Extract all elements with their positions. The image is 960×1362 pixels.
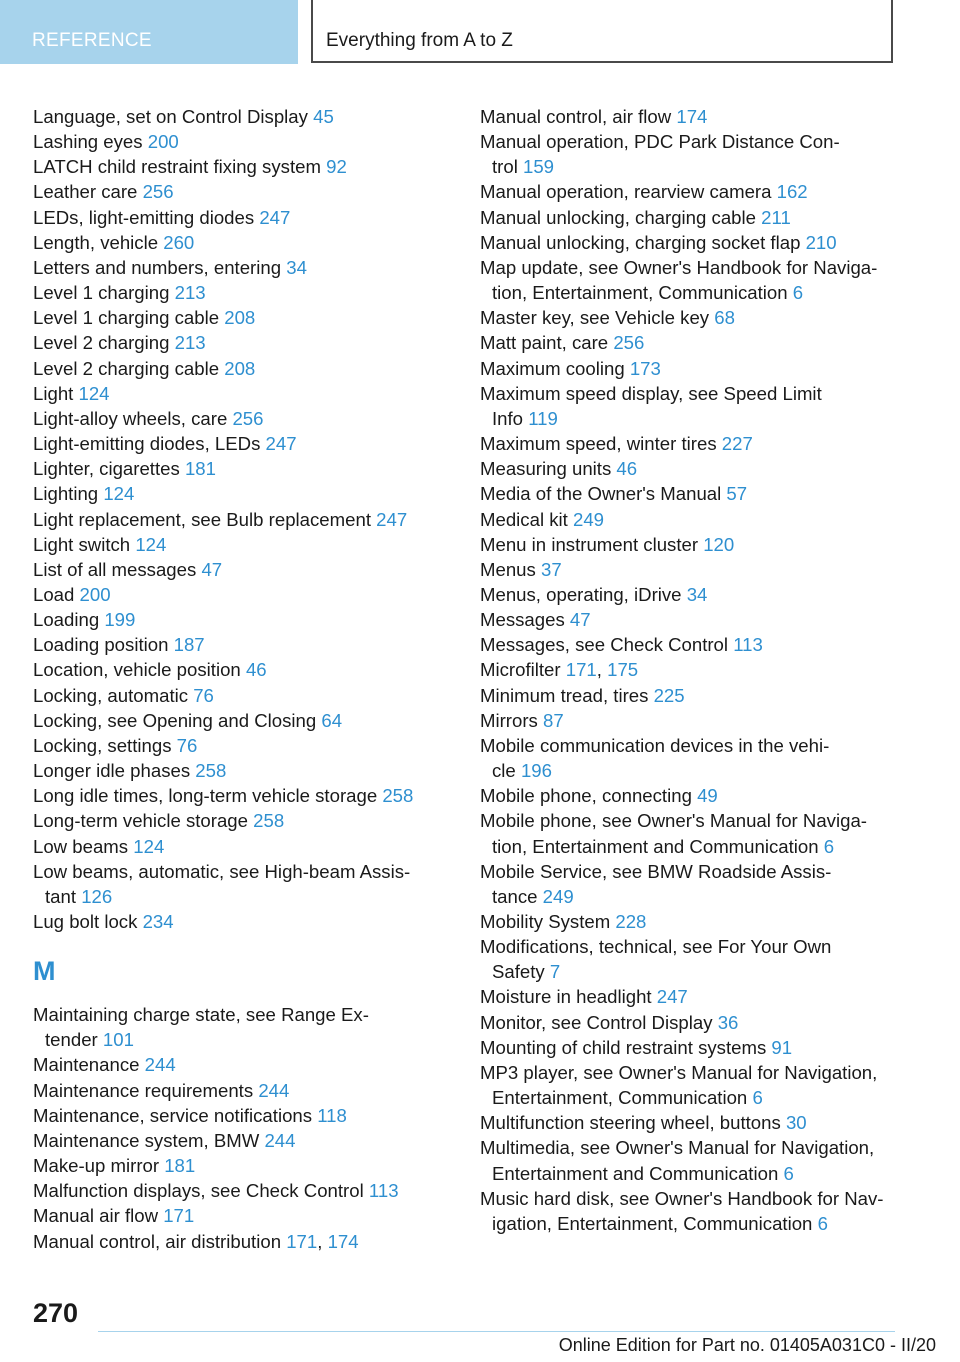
index-entry	[480, 456, 910, 481]
page-ref-link[interactable]: 47	[569, 609, 591, 631]
index-entry	[480, 305, 910, 330]
index-entry-text: Mobile phone, see Owner's Manual for Naviga-	[480, 810, 867, 832]
index-entry	[480, 632, 910, 657]
page-ref-link[interactable]: 30	[785, 1112, 807, 1134]
page-ref-link[interactable]: 46	[616, 458, 638, 480]
page-ref-link[interactable]: 124	[135, 533, 167, 555]
index-entry	[33, 1229, 453, 1254]
page-ref-link[interactable]: 6	[817, 1212, 828, 1234]
index-entry-text: Minimum tread, tires	[480, 684, 654, 706]
index-entry-text: Medical kit	[480, 508, 573, 530]
page-ref-link[interactable]: 87	[543, 709, 564, 731]
page-ref-link[interactable]: 249	[542, 885, 574, 907]
index-entry-text: LEDs, light-emitting diodes	[33, 206, 260, 228]
index-entry	[33, 1153, 453, 1178]
index-entry	[33, 632, 453, 657]
page-ref-link[interactable]: 118	[317, 1104, 347, 1126]
index-entry-text: Mobile Service, see BMW Roadside Assis-	[480, 860, 832, 882]
index-entry	[33, 683, 453, 708]
index-entry	[33, 834, 453, 859]
index-entry-text: Map update, see Owner's Handbook for Naviga-	[480, 256, 878, 278]
index-entry-continuation: Entertainment and Communication	[492, 1162, 784, 1184]
index-entry-continuation: tender	[45, 1029, 103, 1051]
page-ref-link[interactable]: 249	[573, 508, 605, 530]
index-entry	[33, 758, 453, 783]
index-entry	[33, 1178, 453, 1203]
index-entry-text: Letters and numbers, entering	[33, 256, 287, 278]
page-ref-link[interactable]: 244	[264, 1129, 296, 1151]
index-entry-text: Maintaining charge state, see Range Ex-	[33, 1004, 369, 1026]
index-entry	[33, 456, 453, 481]
index-entry	[480, 1186, 910, 1236]
page-ref-link[interactable]: 244	[258, 1079, 290, 1101]
page-ref-link[interactable]: 200	[79, 583, 111, 605]
index-entry	[33, 280, 453, 305]
page-ref-link[interactable]: 227	[721, 433, 753, 455]
page-ref-link[interactable]: 119	[528, 407, 558, 429]
page-ref-link[interactable]: 173	[629, 357, 661, 379]
index-entry	[33, 255, 453, 280]
index-entry-text: Maintenance system, BMW	[33, 1129, 265, 1151]
index-entry-text: Loading	[33, 609, 105, 631]
page-ref-link[interactable]: 6	[783, 1162, 794, 1184]
page-ref-link[interactable]: 258	[253, 810, 285, 832]
index-entry	[33, 330, 453, 355]
page-ref-link[interactable]: 187	[173, 634, 205, 656]
header-title-box	[311, 0, 893, 63]
page-ref-link[interactable]: 6	[823, 835, 835, 857]
index-entry	[480, 683, 910, 708]
index-entry-continuation: Info	[492, 407, 529, 429]
index-entry-text: Maximum speed display, see Speed Limit	[480, 382, 822, 404]
index-entry-text: Locking, settings	[33, 734, 177, 756]
index-entry-text: Lug bolt lock	[33, 911, 143, 932]
index-entry	[33, 104, 453, 129]
index-entry-text: Light-alloy wheels, care	[33, 407, 233, 429]
index-entry	[480, 582, 910, 607]
index-entry-text: Maximum speed, winter tires	[480, 433, 722, 455]
page-ref-link[interactable]: 258	[382, 785, 414, 807]
index-entry	[480, 129, 910, 179]
index-entry	[33, 305, 453, 330]
index-entry-text: Level 1 charging	[33, 282, 175, 304]
index-entry	[33, 607, 453, 632]
index-entry-text: Light replacement, see Bulb replacement	[33, 508, 377, 530]
index-entry	[33, 230, 453, 255]
page-ref-link[interactable]: 210	[805, 231, 837, 253]
index-entry	[33, 1052, 453, 1077]
page-ref-link[interactable]: 159	[523, 156, 555, 178]
page-ref-link[interactable]: 124	[133, 835, 165, 857]
index-entry-text: Manual operation, rearview camera	[480, 181, 777, 203]
page-ref-link[interactable]: 247	[265, 433, 297, 455]
index-entry	[33, 532, 453, 557]
page-ref-link[interactable]: 68	[714, 307, 735, 329]
page-ref-link[interactable]: 91	[771, 1036, 793, 1058]
index-entry	[480, 507, 910, 532]
index-entry-text: Low beams	[33, 835, 134, 857]
footer-rule	[98, 1331, 895, 1332]
index-entry-text: Menu in instrument cluster	[480, 533, 704, 555]
page-ref-link[interactable]: 47	[201, 558, 223, 580]
index-entry-text: Loading position	[33, 634, 174, 656]
page-ref-link[interactable]: 247	[259, 206, 291, 228]
page-ref-link[interactable]: 213	[174, 332, 206, 354]
index-entry	[480, 431, 910, 456]
index-entry	[480, 1135, 910, 1185]
index-entry-text: Leather care	[33, 181, 143, 203]
index-entry-text: Moisture in headlight	[480, 986, 657, 1008]
index-entry	[33, 507, 453, 532]
index-entry-text: Manual air flow	[33, 1205, 164, 1227]
page-ref-link[interactable]: 76	[176, 734, 198, 756]
index-entry-text: Location, vehicle position	[33, 659, 246, 681]
index-entry-text: Matt paint, care	[480, 332, 614, 354]
index-entry	[33, 431, 453, 456]
page-ref-separator: ,	[317, 1230, 328, 1252]
page-ref-link[interactable]: 174	[676, 106, 708, 127]
index-entry	[33, 708, 453, 733]
page-ref-link[interactable]: 208	[224, 357, 256, 379]
index-entry-text: Monitor, see Control Display	[480, 1011, 718, 1033]
page-ref-link[interactable]: 162	[776, 181, 808, 203]
index-entry-continuation: Entertainment, Communication	[492, 1087, 753, 1109]
page-ref-link[interactable]: 126	[81, 885, 113, 907]
index-entry	[480, 255, 910, 305]
index-entry	[480, 1010, 910, 1035]
page-ref-link[interactable]: 244	[144, 1054, 176, 1076]
index-entry-text: Locking, see Opening and Closing	[33, 709, 322, 731]
index-entry-text: Measuring units	[480, 458, 617, 480]
page-ref-link[interactable]: 174	[327, 1230, 359, 1252]
index-entry-text: Master key, see Vehicle key	[480, 307, 715, 329]
index-entry-text: Lashing eyes	[33, 131, 148, 153]
page-ref-link[interactable]: 124	[103, 483, 135, 505]
page-ref-link[interactable]: 6	[792, 282, 804, 304]
index-entry	[33, 1002, 453, 1052]
index-entry	[480, 859, 910, 909]
index-entry	[33, 205, 453, 230]
index-entry-text: Level 2 charging cable	[33, 357, 225, 379]
index-entry	[33, 859, 453, 909]
index-entry-text: Manual operation, PDC Park Distance Con-	[480, 131, 840, 153]
index-entry-text: Menus	[480, 558, 541, 580]
page-ref-link[interactable]: 34	[686, 583, 708, 605]
index-entry	[480, 230, 910, 255]
index-entry-text: Locking, automatic	[33, 684, 194, 706]
page-ref-link[interactable]: 124	[78, 382, 110, 404]
index-entry-text: Lighter, cigarettes	[33, 458, 185, 480]
index-entry-text: Low beams, automatic, see High-beam Assis-	[33, 860, 411, 882]
index-entry-text: Light-emitting diodes, LEDs	[33, 433, 266, 455]
page-ref-link[interactable]: 260	[163, 231, 195, 253]
page-ref-link[interactable]: 46	[245, 659, 267, 681]
index-entry-continuation: trol	[492, 156, 523, 178]
index-entry-text: Light switch	[33, 533, 136, 555]
page-ref-link[interactable]: 34	[286, 256, 307, 278]
index-entry-text: Music hard disk, see Owner's Handbook for Nav-	[480, 1187, 884, 1209]
index-entry	[480, 783, 910, 808]
index-entry-text: Maintenance requirements	[33, 1079, 259, 1101]
index-entry	[33, 179, 453, 204]
index-column-right	[480, 104, 910, 1236]
index-entry	[480, 381, 910, 431]
index-entry-text: Long idle times, long-term vehicle storage	[33, 785, 383, 807]
page-ref-separator: ,	[596, 659, 608, 681]
index-entry-continuation: tion, Entertainment and Communication	[492, 835, 824, 857]
page-ref-link[interactable]: 6	[752, 1087, 763, 1109]
index-entry-text: Mobility System	[480, 911, 616, 932]
page-ref-link[interactable]: 256	[613, 332, 645, 354]
index-entry	[480, 557, 910, 582]
index-entry-continuation: cle	[492, 760, 521, 782]
index-entry	[480, 934, 910, 984]
index-entry-continuation: tion, Entertainment, Communication	[492, 282, 793, 304]
page-ref-link[interactable]: 101	[102, 1029, 134, 1051]
index-entry-text: Maximum cooling	[480, 357, 630, 379]
index-entry	[480, 984, 910, 1009]
index-entry-text: Length, vehicle	[33, 231, 164, 253]
index-entry	[480, 205, 910, 230]
page-ref-link[interactable]: 213	[174, 282, 206, 304]
index-entry	[480, 532, 910, 557]
page-ref-link[interactable]: 211	[761, 206, 791, 228]
header-section-tab	[0, 0, 298, 64]
page-ref-link[interactable]: 228	[615, 911, 647, 932]
index-entry-continuation: igation, Entertainment, Communication	[492, 1212, 818, 1234]
page-ref-link[interactable]: 76	[193, 684, 214, 706]
index-entry-text: Mirrors	[480, 709, 543, 731]
index-entry-text: Level 1 charging cable	[33, 307, 225, 329]
index-entry	[33, 909, 453, 934]
index-entry	[33, 406, 453, 431]
index-entry	[480, 733, 910, 783]
page-number: 270	[33, 1298, 79, 1328]
index-entry	[33, 808, 453, 833]
page-ref-link[interactable]: 200	[147, 131, 179, 153]
index-entry	[480, 909, 910, 934]
index-entry	[480, 481, 910, 506]
index-entry-continuation: tance	[492, 885, 543, 907]
page-ref-link[interactable]: 247	[656, 986, 688, 1008]
page-ref-link[interactable]: 225	[653, 684, 685, 706]
index-entry-text: Manual control, air distribution	[33, 1230, 287, 1252]
index-entry-text: Lighting	[33, 483, 104, 505]
page-ref-link[interactable]: 113	[733, 634, 763, 656]
index-entry-text: Mobile phone, connecting	[480, 785, 698, 807]
index-entry	[480, 1035, 910, 1060]
index-entry-text: Messages, see Check Control	[480, 634, 734, 656]
index-entry-continuation: Safety	[492, 961, 550, 983]
index-entry-text: MP3 player, see Owner's Manual for Navigation,	[480, 1061, 878, 1083]
page-ref-link[interactable]: 171	[565, 659, 597, 681]
index-entry	[33, 1128, 453, 1153]
footer-edition: Online Edition for Part no. 01405A031C0 - II/20	[558, 1335, 936, 1355]
index-entry-text: Light	[33, 382, 79, 404]
page-ref-link[interactable]: 7	[549, 961, 561, 983]
page-ref-link[interactable]: 64	[321, 709, 343, 731]
index-entry-text: List of all messages	[33, 558, 202, 580]
page-ref-link[interactable]: 247	[376, 508, 408, 530]
index-letter-heading: M	[33, 956, 56, 987]
index-entry-text: Maintenance, service notifications	[33, 1104, 318, 1126]
page-ref-link[interactable]: 45	[313, 106, 334, 127]
page-ref-link[interactable]: 120	[703, 533, 735, 555]
index-entry	[33, 657, 453, 682]
index-entry-text: Manual unlocking, charging socket flap	[480, 231, 806, 253]
index-entry-text: Microfilter	[480, 659, 566, 681]
index-entry	[480, 1110, 910, 1135]
index-entry-text: Longer idle phases	[33, 760, 196, 782]
page-ref-link[interactable]: 256	[232, 407, 264, 429]
page-ref-link[interactable]: 258	[195, 760, 227, 782]
index-entry-text: Multimedia, see Owner's Manual for Navigation,	[480, 1137, 875, 1159]
page-ref-link[interactable]: 196	[520, 760, 552, 782]
index-entry	[480, 657, 910, 682]
index-entry	[480, 1060, 910, 1110]
index-entry	[33, 1103, 453, 1128]
index-entry	[33, 381, 453, 406]
index-entry-text: Make-up mirror	[33, 1155, 165, 1177]
index-entry-text: Load	[33, 583, 80, 605]
page-ref-link[interactable]: 171	[163, 1205, 195, 1227]
index-entry-text: Manual control, air flow	[480, 106, 677, 127]
page-ref-link[interactable]: 234	[142, 911, 174, 932]
page-ref-link[interactable]: 181	[164, 1155, 196, 1177]
header-section-label: REFERENCE	[32, 30, 152, 51]
index-entry	[480, 179, 910, 204]
index-entry	[33, 557, 453, 582]
index-entry	[480, 808, 910, 858]
index-entry	[33, 733, 453, 758]
index-entry	[33, 129, 453, 154]
index-entry-text: Malfunction displays, see Check Control	[33, 1180, 369, 1202]
index-entry-text: LATCH child restraint fixing system	[33, 156, 327, 178]
index-entry-continuation: tant	[45, 885, 82, 907]
page-ref-link[interactable]: 49	[697, 785, 718, 807]
page-ref-link[interactable]: 171	[286, 1230, 318, 1252]
index-entry-text: Menus, operating, iDrive	[480, 583, 687, 605]
index-entry-text: Multifunction steering wheel, buttons	[480, 1112, 786, 1134]
index-entry-text: Mobile communication devices in the vehi-	[480, 734, 830, 756]
page-ref-link[interactable]: 57	[726, 483, 748, 505]
page-ref-link[interactable]: 256	[142, 181, 174, 203]
index-column-left	[33, 104, 453, 1254]
page-ref-link[interactable]: 37	[540, 558, 562, 580]
index-entry-text: Level 2 charging	[33, 332, 175, 354]
page-ref-link[interactable]: 199	[104, 609, 136, 631]
index-entry-text: Long-term vehicle storage	[33, 810, 254, 832]
index-entry-text: Mounting of child restraint systems	[480, 1036, 772, 1058]
page-ref-link[interactable]: 181	[184, 458, 216, 480]
page-ref-link[interactable]: 36	[717, 1011, 739, 1033]
index-entry-text: Messages	[480, 609, 570, 631]
index-entry-text: Media of the Owner's Manual	[480, 483, 727, 505]
index-entry	[33, 154, 453, 179]
index-entry	[480, 607, 910, 632]
index-entry	[480, 330, 910, 355]
page-ref-link[interactable]: 208	[224, 307, 256, 329]
index-entry	[33, 481, 453, 506]
page-ref-link[interactable]: 175	[607, 659, 639, 681]
index-entry-text: Modifications, technical, see For Your Own	[480, 936, 832, 958]
index-entry	[33, 356, 453, 381]
header-title: Everything from A to Z	[326, 30, 513, 51]
index-entry	[33, 582, 453, 607]
index-entry-text: Language, set on Control Display	[33, 106, 314, 127]
page-ref-link[interactable]: 92	[326, 156, 347, 178]
page-ref-link[interactable]: 113	[368, 1180, 399, 1202]
index-entry	[33, 1203, 453, 1228]
index-entry	[33, 783, 453, 808]
index-entry	[33, 1078, 453, 1103]
index-entry	[480, 356, 910, 381]
index-entry-text: Manual unlocking, charging cable	[480, 206, 762, 228]
index-entry	[480, 104, 910, 129]
index-entry	[480, 708, 910, 733]
index-entry-text: Maintenance	[33, 1054, 145, 1076]
